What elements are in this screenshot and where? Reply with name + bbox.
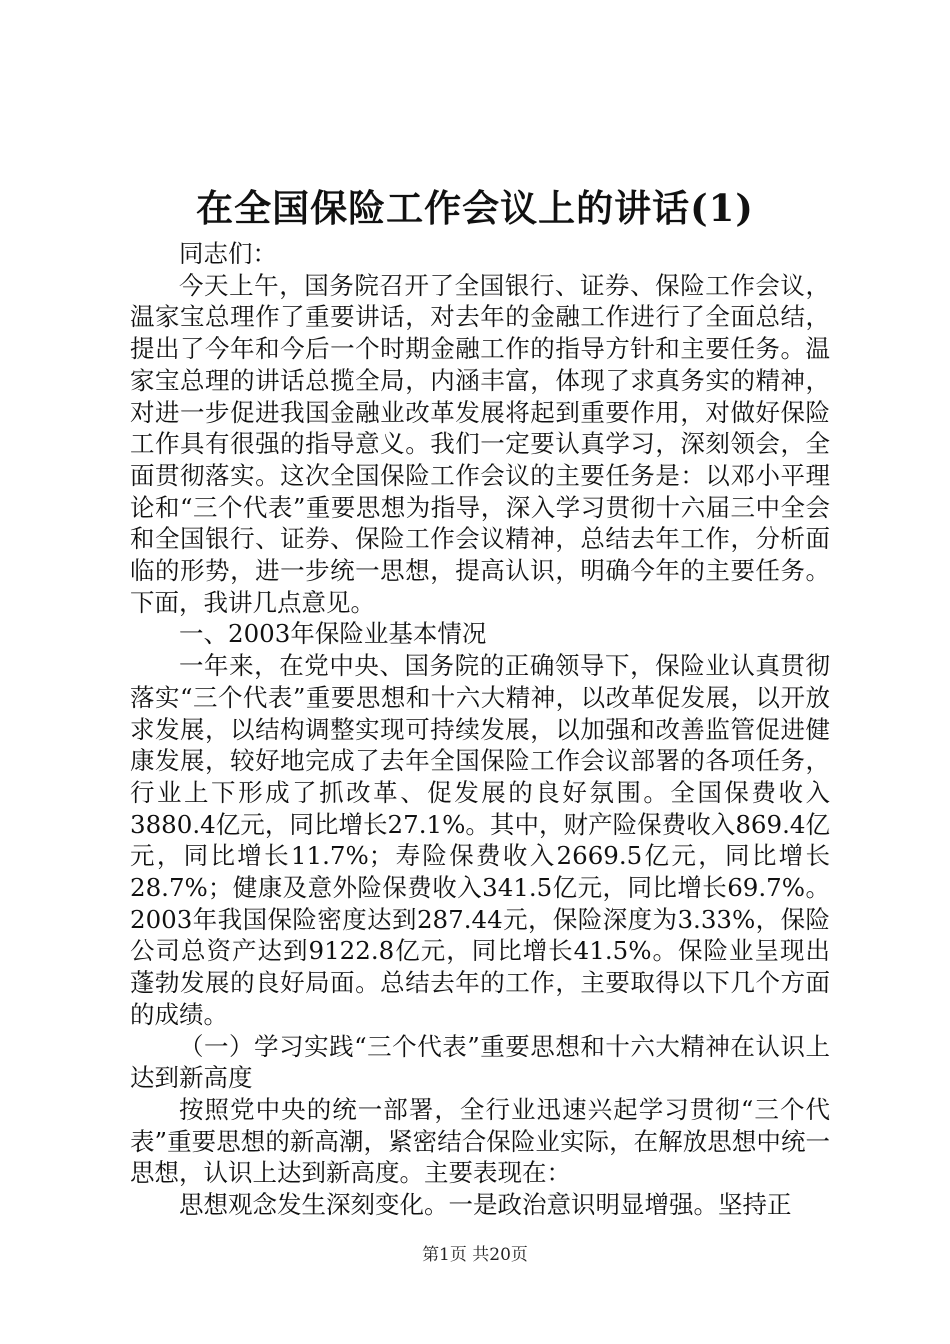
page-total: 共20页 — [472, 1245, 528, 1265]
document-body — [130, 238, 830, 1221]
paragraph-thinking: 思想观念发生深刻变化。一是政治意识明显增强。坚持正 — [179, 1190, 792, 1220]
page-number: 第1页 — [422, 1245, 467, 1265]
page-footer — [0, 1243, 950, 1267]
salutation: 同志们： — [179, 239, 277, 268]
section-heading-1: 一、2003年保险业基本情况 — [179, 619, 487, 649]
paragraph-intro: 今天上午，国务院召开了全国银行、证券、保险工作会议，温家宝总理作了重要讲话，对去年的金融工作进行了全面总结，提出了今年和今后一个时期金融工作的指导方针和主要任务。温家宝总理的讲话总揽全局，内涵丰富，体现了求真务实的精神，对进一步促进我国金融业改革发展将起到重要作用，对做好保险工作具有很强的指导意义。我们一定要认真学习，深刻领会，全面贯彻落实。这次全国保险工作会议的主要任务是：以邓小平理论和“三个代表”重要思想为指导，深入学习贯彻十六届三中全会和全国银行、证券、保险工作会议精神，总结去年工作，分析面临的形势，进一步统一思想，提高认识，明确今年的主要任务。下面，我讲几点意见。 — [130, 270, 830, 617]
paragraph-overview: 一年来，在党中央、国务院的正确领导下，保险业认真贯彻落实“三个代表”重要思想和十六大精神，以改革促发展，以开放求发展，以结构调整实现可持续发展，以加强和改善监管促进健康发展，较好地完成了去年全国保险工作会议部署的各项任务，行业上下形成了抓改革、促发展的良好氛围。全国保费收入3880.4亿元，同比增长27.1%。其中，财产险保费收入869.4亿元，同比增长11.7%；寿险保费收入2669.5亿元，同比增长28.7%；健康及意外险保费收入341.5亿元，同比增长69.7%。2003年我国保险密度达到287.44元，保险深度为3.33%，保险公司总资产达到9122.8亿元，同比增长41.5%。保险业呈现出蓬勃发展的良好局面。总结去年的工作，主要取得以下几个方面的成绩。 — [130, 651, 830, 1029]
subsection-heading-1: （一）学习实践“三个代表”重要思想和十六大精神在认识上达到新高度 — [130, 1031, 830, 1093]
paragraph-study: 按照党中央的统一部署，全行业迅速兴起学习贯彻“三个代表”重要思想的新高潮，紧密结合保险业实际，在解放思想中统一思想，认识上达到新高度。主要表现在： — [130, 1094, 830, 1188]
document-title: 在全国保险工作会议上的讲话(1) — [196, 186, 754, 230]
